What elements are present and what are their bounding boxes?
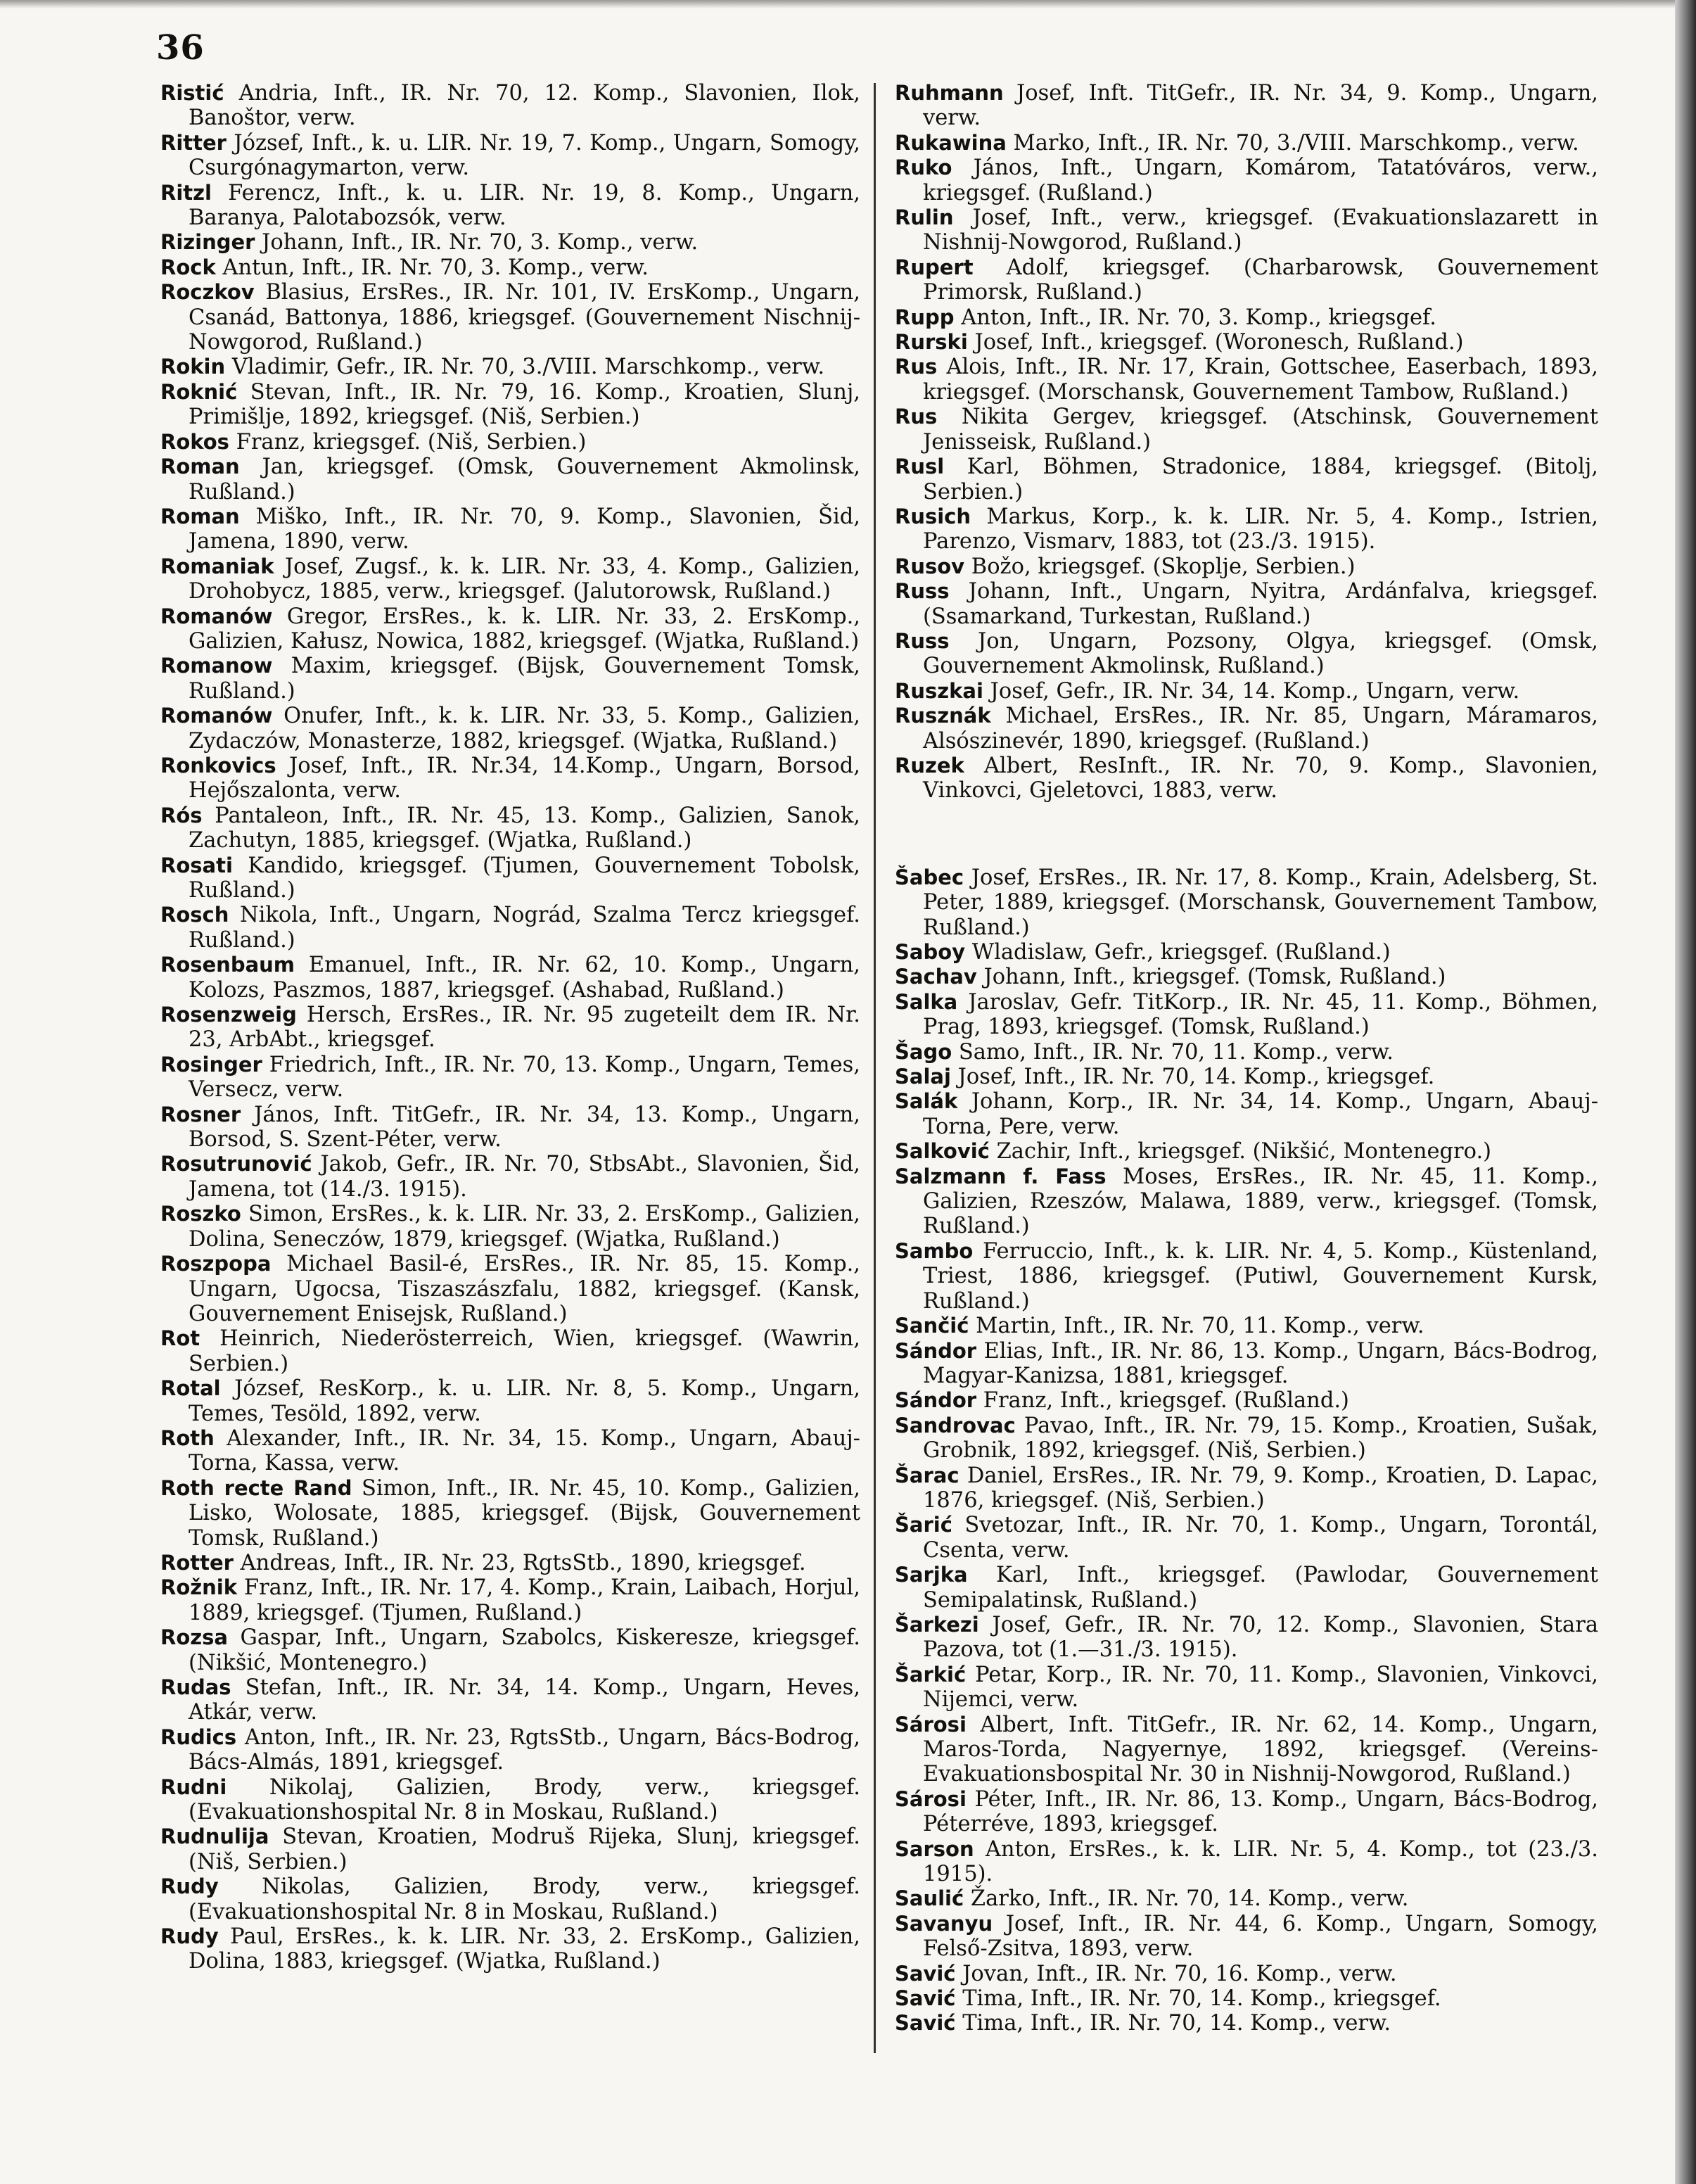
- entry-details: Ferruccio, Inft., k. k. LIR. Nr. 4, 5. Komp., Küstenland, Triest, 1886, kriegsgef. (Putiwl, Gouvernement Kursk, Rußland.): [923, 1238, 1598, 1314]
- entry-details: Andria, Inft., IR. Nr. 70, 12. Komp., Slavonien, Ilok, Banoštor, verw.: [189, 81, 860, 131]
- register-entry: [895, 1239, 1598, 1314]
- entry-details: Franz, Inft., IR. Nr. 17, 4. Komp., Krain, Laibach, Horjul, 1889, kriegsgef. (Tjumen, Rußland.): [189, 1575, 860, 1625]
- register-entry: [895, 330, 1598, 355]
- entry-details: Tima, Inft., IR. Nr. 70, 14. Komp., verw.: [962, 2011, 1391, 2036]
- entry-surname: Sárosi: [895, 1712, 967, 1737]
- entry-surname: Rock: [160, 255, 216, 279]
- entry-details: Jakob, Gefr., IR. Nr. 70, StbsAbt., Slavonien, Šid, Jamena, tot (14./3. 1915).: [189, 1152, 860, 1202]
- entry-details: Josef, Inft., IR. Nr. 44, 6. Komp., Ungarn, Somogy, Felső-Zsitva, 1893, verw.: [923, 1911, 1598, 1962]
- entry-details: Stevan, Kroatien, Modruš Rijeka, Slunj, kriegsgef. (Niš, Serbien.): [189, 1824, 860, 1874]
- register-entry: [160, 1725, 860, 1775]
- entry-surname: Šago: [895, 1039, 952, 1064]
- register-entry: [160, 230, 860, 255]
- entry-details: Onufer, Inft., k. k. LIR. Nr. 33, 5. Komp., Galizien, Zydaczów, Monasterze, 1882, kriegsgef. (Wjatka, Rußland.): [189, 704, 861, 754]
- register-entry: [895, 1314, 1598, 1338]
- register-entry: [895, 554, 1598, 579]
- entry-surname: Rosinger: [160, 1052, 262, 1077]
- entry-surname: Saboy: [895, 940, 966, 964]
- entry-details: Johann, Inft., Ungarn, Nyitra, Ardánfalva, kriegsgef. (Ssamarkand, Turkestan, Rußland.): [923, 579, 1598, 629]
- entry-details: Vladimir, Gefr., IR. Nr. 70, 3./VIII. Marschkomp., verw.: [231, 355, 825, 380]
- entry-surname: Ruszkai: [895, 678, 983, 703]
- entry-surname: Salka: [895, 989, 958, 1014]
- entry-details: Alexander, Inft., IR. Nr. 34, 15. Komp., Ungarn, Abauj-Torna, Kassa, verw.: [189, 1426, 860, 1476]
- entry-details: Albert, ResInft., IR. Nr. 70, 9. Komp., Slavonien, Vinkovci, Gjeletovci, 1883, verw.: [923, 753, 1598, 804]
- left-column: [160, 81, 860, 1974]
- entry-details: Pantaleon, Inft., IR. Nr. 45, 13. Komp., Galizien, Sanok, Zachutyn, 1885, kriegsgef. (Wjatka, Rußland.): [189, 803, 861, 853]
- entry-surname: Rosch: [160, 903, 229, 927]
- register-entry: [895, 355, 1598, 405]
- entry-details: Nikolas, Galizien, Brody, verw., kriegsgef. (Evakuationshospital Nr. 8 in Moskau, Rußland.): [189, 1874, 860, 1924]
- entry-surname: Roth recte Rand: [160, 1475, 352, 1500]
- entry-surname: Rupp: [895, 305, 955, 329]
- register-entry: [160, 953, 860, 1003]
- entry-surname: Salzmann f. Fass: [895, 1164, 1107, 1188]
- register-entry: [160, 1551, 860, 1575]
- entry-details: Adolf, kriegsgef. (Charbarowsk, Gouvernement Primorsk, Rußland.): [923, 255, 1598, 305]
- column-divider: [874, 83, 876, 2053]
- register-entry: [895, 1787, 1598, 1837]
- entry-surname: Rós: [160, 803, 203, 827]
- register-entry: [160, 1476, 860, 1551]
- entry-surname: Ristić: [160, 81, 224, 105]
- register-entry: [895, 940, 1598, 965]
- entry-details: Alois, Inft., IR. Nr. 17, Krain, Gottschee, Easerbach, 1893, kriegsgef. (Morschansk, Gouvernement Tambow, Rußland.): [923, 355, 1598, 405]
- entry-surname: Roman: [160, 455, 240, 479]
- entry-details: Petar, Korp., IR. Nr. 70, 11. Komp., Slavonien, Vinkovci, Nijemci, verw.: [923, 1662, 1598, 1713]
- register-entry: [895, 1464, 1598, 1513]
- register-entry: [895, 865, 1598, 940]
- entry-surname: Savić: [895, 1986, 956, 2011]
- register-entry: [895, 1139, 1598, 1164]
- entry-surname: Salaj: [895, 1065, 951, 1089]
- entry-surname: Rupert: [895, 255, 974, 279]
- entry-surname: Sachav: [895, 965, 977, 989]
- entry-surname: Roth: [160, 1426, 215, 1450]
- entry-surname: Sarson: [895, 1836, 974, 1861]
- entry-details: Jovan, Inft., IR. Nr. 70, 16. Komp., verw.: [962, 1961, 1397, 1986]
- register-entry: [160, 1103, 860, 1153]
- entry-surname: Rožnik: [160, 1575, 238, 1600]
- scan-shadow-top: [0, 0, 1696, 8]
- register-entry: [160, 604, 860, 654]
- page-number: 36: [156, 28, 205, 68]
- register-entry: [895, 1388, 1598, 1413]
- register-entry: [160, 1575, 860, 1625]
- entry-surname: Romanów: [160, 704, 273, 728]
- register-entry: [160, 455, 860, 504]
- entry-surname: Rurski: [895, 330, 968, 355]
- entry-details: Žarko, Inft., IR. Nr. 70, 14. Komp., verw.: [970, 1886, 1409, 1912]
- register-entry: [895, 405, 1598, 455]
- register-entry: [895, 1563, 1598, 1613]
- entry-details: Kandido, kriegsgef. (Tjumen, Gouvernement Tobolsk, Rußland.): [189, 853, 860, 903]
- entry-surname: Roszko: [160, 1202, 241, 1226]
- entry-surname: Rotter: [160, 1550, 234, 1575]
- entry-surname: Salković: [895, 1139, 990, 1164]
- register-entry: [895, 455, 1598, 504]
- register-entry: [160, 430, 860, 455]
- entry-surname: Savić: [895, 2011, 956, 2036]
- entry-details: Albert, Inft. TitGefr., IR. Nr. 62, 14. Komp., Ungarn, Maros-Torda, Nagyernye, 1892, kriegsgef. (Vereins-Evakuationsbospital Nr. 30 in Nishnij-Nowgorod, Rußland.): [923, 1712, 1598, 1787]
- entry-surname: Šarić: [895, 1513, 952, 1537]
- entry-surname: Rot: [160, 1326, 200, 1351]
- register-entry: [895, 81, 1598, 131]
- entry-surname: Rosenbaum: [160, 953, 295, 977]
- register-entry: [160, 1874, 860, 1924]
- register-entry: [160, 754, 860, 804]
- register-entry: [895, 965, 1598, 989]
- entry-surname: Rosner: [160, 1102, 241, 1126]
- entry-surname: Sambo: [895, 1238, 974, 1263]
- entry-details: Josef, Inft., IR. Nr. 70, 14. Komp., kriegsgef.: [957, 1065, 1435, 1090]
- entry-details: Wladislaw, Gefr., kriegsgef. (Rußland.): [971, 940, 1391, 965]
- entry-details: Stefan, Inft., IR. Nr. 34, 14. Komp., Ungarn, Heves, Atkár, verw.: [189, 1675, 860, 1725]
- scan-shadow-right: [1675, 0, 1696, 2184]
- register-entry: [895, 679, 1598, 704]
- entry-details: Elias, Inft., IR. Nr. 86, 13. Komp., Ungarn, Bács-Bodrog, Magyar-Kanizsa, 1881, kriegsgef.: [923, 1338, 1599, 1388]
- register-entry: [160, 554, 860, 604]
- register-entry: [160, 1924, 860, 1974]
- entry-details: Ferencz, Inft., k. u. LIR. Nr. 19, 8. Komp., Ungarn, Baranya, Palotabozsók, verw.: [189, 180, 860, 231]
- entry-surname: Romaniak: [160, 554, 274, 578]
- entry-surname: Rus: [895, 355, 938, 379]
- entry-surname: Sándor: [895, 1338, 977, 1363]
- entry-details: Péter, Inft., IR. Nr. 86, 13. Komp., Ungarn, Bács-Bodrog, Péterréve, 1893, kriegsgef.: [923, 1786, 1598, 1837]
- entry-details: Franz, Inft., kriegsgef. (Rußland.): [983, 1388, 1349, 1414]
- register-entry: [895, 305, 1598, 330]
- entry-details: Božo, kriegsgef. (Skoplje, Serbien.): [971, 554, 1356, 579]
- register-entry: [160, 1426, 860, 1476]
- register-entry: [895, 1065, 1598, 1089]
- register-entry: [160, 1775, 860, 1825]
- entry-surname: Rusich: [895, 504, 971, 528]
- register-entry: [895, 704, 1598, 754]
- entry-surname: Salák: [895, 1089, 958, 1114]
- register-entry: [160, 280, 860, 355]
- entry-surname: Rus: [895, 405, 938, 429]
- entry-details: Simon, ErsRes., k. k. LIR. Nr. 33, 2. ErsKomp., Galizien, Dolina, Seneczów, 1879, kriegsgef. (Wjatka, Rußland.): [189, 1202, 860, 1252]
- register-entry: [160, 1326, 860, 1376]
- register-entry: [895, 255, 1598, 305]
- register-entry: [895, 1713, 1598, 1787]
- register-entry: [160, 1252, 860, 1326]
- entry-details: Miško, Inft., IR. Nr. 70, 9. Komp., Slavonien, Šid, Jamena, 1890, verw.: [189, 504, 860, 554]
- entry-surname: Rozsa: [160, 1625, 228, 1650]
- entry-surname: Ruhmann: [895, 81, 1004, 105]
- register-entry: [160, 1152, 860, 1202]
- entry-surname: Šabec: [895, 865, 964, 889]
- register-entry: [160, 131, 860, 181]
- entry-details: János, Inft. TitGefr., IR. Nr. 34, 13. Komp., Ungarn, Borsod, S. Szent-Péter, verw.: [189, 1102, 861, 1153]
- entry-surname: Šarkić: [895, 1662, 967, 1687]
- register-entry: [160, 1202, 860, 1252]
- entry-details: Josef, Inft. TitGefr., IR. Nr. 34, 9. Komp., Ungarn, verw.: [923, 81, 1599, 131]
- register-entry: [895, 754, 1598, 804]
- entry-surname: Rudy: [160, 1874, 219, 1899]
- entry-details: Anton, ErsRes., k. k. LIR. Nr. 5, 4. Komp., tot (23./3. 1915).: [923, 1836, 1599, 1887]
- entry-surname: Savanyu: [895, 1911, 993, 1936]
- entry-surname: Sárosi: [895, 1786, 967, 1811]
- register-entry: [895, 155, 1598, 205]
- entry-surname: Sándor: [895, 1388, 977, 1413]
- entry-surname: Rulin: [895, 205, 954, 230]
- entry-details: Svetozar, Inft., IR. Nr. 70, 1. Komp., Ungarn, Torontál, Csenta, verw.: [923, 1513, 1598, 1563]
- entry-details: Simon, Inft., IR. Nr. 45, 10. Komp., Galizien, Lisko, Wolosate, 1885, kriegsgef. (Bijsk, Gouvernement Tomsk, Rußland.): [189, 1475, 860, 1551]
- entry-surname: Rusl: [895, 455, 945, 479]
- entry-surname: Ruko: [895, 155, 952, 180]
- entry-details: Heinrich, Niederösterreich, Wien, kriegsgef. (Wawrin, Serbien.): [189, 1326, 860, 1376]
- register-entry: [160, 804, 860, 853]
- entry-details: Daniel, ErsRes., IR. Nr. 79, 9. Komp., Kroatien, D. Lapac, 1876, kriegsgef. (Niš, Serbien.): [923, 1463, 1598, 1513]
- entry-surname: Rudy: [160, 1924, 219, 1949]
- register-entry: [160, 853, 860, 903]
- entry-surname: Romanow: [160, 654, 273, 678]
- entry-details: Johann, Inft., IR. Nr. 70, 3. Komp., verw.: [262, 230, 699, 255]
- entry-details: Maxim, kriegsgef. (Bijsk, Gouvernement Tomsk, Rußland.): [189, 654, 860, 704]
- register-entry: [895, 1040, 1598, 1065]
- register-entry: [160, 704, 860, 754]
- entry-details: Samo, Inft., IR. Nr. 70, 11. Komp., verw.: [958, 1039, 1394, 1065]
- entry-details: Nikita Gergev, kriegsgef. (Atschinsk, Gouvernement Jenisseisk, Rußland.): [923, 405, 1598, 455]
- register-entry: [160, 1376, 860, 1426]
- register-entry: [895, 1613, 1598, 1663]
- register-entry: [895, 1986, 1598, 2011]
- r-section: [895, 81, 1598, 804]
- register-entry: [895, 2011, 1598, 2036]
- register-entry: [160, 1053, 860, 1103]
- entry-details: Marko, Inft., IR. Nr. 70, 3./VIII. Marschkomp., verw.: [1013, 130, 1579, 155]
- register-entry: [895, 990, 1598, 1040]
- entry-surname: Rokos: [160, 429, 229, 454]
- s-section: [895, 865, 1598, 2036]
- entry-details: Josef, Gefr., IR. Nr. 34, 14. Komp., Ungarn, verw.: [990, 678, 1520, 704]
- entry-details: Michael, ErsRes., IR. Nr. 85, Ungarn, Máramaros, Alsószinevér, 1890, kriegsgef. (Rußland.): [923, 704, 1598, 754]
- register-entry: [895, 1886, 1598, 1911]
- entry-surname: Šarac: [895, 1463, 959, 1487]
- entry-details: Nikolaj, Galizien, Brody, verw., kriegsgef. (Evakuationshospital Nr. 8 in Moskau, Rußland.): [189, 1775, 860, 1825]
- entry-surname: Ritzl: [160, 180, 212, 205]
- register-entry: [895, 504, 1598, 554]
- entry-details: Pavao, Inft., IR. Nr. 79, 15. Komp., Kroatien, Sušak, Grobnik, 1892, kriegsgef. (Niš, Serbien.): [923, 1413, 1598, 1464]
- register-entry: [895, 131, 1598, 155]
- entry-details: Stevan, Inft., IR. Nr. 79, 16. Komp., Kroatien, Slunj, Primišlje, 1892, kriegsgef. (Niš, Serbien.): [189, 379, 860, 430]
- register-entry: [160, 1003, 860, 1053]
- entry-surname: Roman: [160, 504, 240, 528]
- register-entry: [895, 579, 1598, 629]
- entry-details: Moses, ErsRes., IR. Nr. 45, 11. Komp., Galizien, Rzeszów, Malawa, 1889, verw., kriegsgef. (Tomsk, Rußland.): [923, 1164, 1598, 1239]
- entry-details: Andreas, Inft., IR. Nr. 23, RgtsStb., 1890, kriegsgef.: [240, 1550, 806, 1575]
- entry-details: József, ResKorp., k. u. LIR. Nr. 8, 5. Komp., Ungarn, Temes, Tesöld, 1892, verw.: [189, 1376, 860, 1426]
- register-entry: [160, 255, 860, 280]
- entry-details: Emanuel, Inft., IR. Nr. 62, 10. Komp., Ungarn, Kolozs, Paszmos, 1887, kriegsgef. (Ashabad, Rußland.): [189, 953, 860, 1003]
- entry-surname: Rokin: [160, 355, 226, 379]
- entry-details: Josef, Inft., kriegsgef. (Woronesch, Rußland.): [974, 330, 1464, 355]
- entry-surname: Romanów: [160, 604, 273, 628]
- register-entry: [895, 1339, 1598, 1389]
- entry-details: Johann, Inft., kriegsgef. (Tomsk, Rußland.): [983, 965, 1446, 990]
- entry-surname: Russ: [895, 579, 950, 604]
- entry-details: Michael Basil-é, ErsRes., IR. Nr. 85, 15. Komp., Ungarn, Ugocsa, Tiszaszászfalu, 1882, kriegsgef. (Kansk, Gouvernement Enisejsk, Rußland.): [189, 1252, 861, 1326]
- entry-details: József, Inft., k. u. LIR. Nr. 19, 7. Komp., Ungarn, Somogy, Csurgónagymarton, verw.: [189, 130, 860, 181]
- entry-details: Nikola, Inft., Ungarn, Nográd, Szalma Tercz kriegsgef. Rußland.): [189, 903, 860, 953]
- entry-surname: Rudni: [160, 1775, 227, 1799]
- entry-surname: Sančić: [895, 1314, 969, 1338]
- entry-surname: Rosati: [160, 853, 233, 877]
- entry-details: Josef, Inft., IR. Nr.34, 14.Komp., Ungarn, Borsod, Hejőszalonta, verw.: [189, 753, 860, 804]
- entry-surname: Ruzek: [895, 753, 964, 777]
- entry-surname: Russ: [895, 628, 950, 653]
- entry-surname: Rotal: [160, 1376, 221, 1401]
- entry-details: Hersch, ErsRes., IR. Nr. 95 zugeteilt dem IR. Nr. 23, ArbAbt., kriegsgef.: [189, 1003, 860, 1053]
- entry-details: Paul, ErsRes., k. k. LIR. Nr. 33, 2. ErsKomp., Galizien, Dolina, 1883, kriegsgef. (Wjatka, Rußland.): [189, 1924, 860, 1974]
- entry-details: Martin, Inft., IR. Nr. 70, 11. Komp., verw.: [976, 1314, 1424, 1339]
- entry-details: Karl, Böhmen, Stradonice, 1884, kriegsgef. (Bitolj, Serbien.): [923, 455, 1598, 504]
- register-entry: [895, 1663, 1598, 1713]
- entry-details: Antun, Inft., IR. Nr. 70, 3. Komp., verw.: [222, 255, 649, 280]
- entry-details: János, Inft., Ungarn, Komárom, Tatatóváros, verw., kriegsgef. (Rußland.): [923, 155, 1598, 205]
- register-entry: [895, 1962, 1598, 1986]
- entry-surname: Rudics: [160, 1725, 237, 1749]
- entry-surname: Roszpopa: [160, 1252, 272, 1276]
- entry-details: Tima, Inft., IR. Nr. 70, 14. Komp., kriegsgef.: [962, 1986, 1441, 2012]
- entry-details: Karl, Inft., kriegsgef. (Pawlodar, Gouvernement Semipalatinsk, Rußland.): [923, 1563, 1598, 1613]
- entry-surname: Rudas: [160, 1675, 231, 1699]
- register-entry: [895, 205, 1598, 255]
- entry-details: Zachir, Inft., kriegsgef. (Nikšić, Montenegro.): [996, 1139, 1492, 1164]
- register-entry: [160, 81, 860, 131]
- entry-surname: Rudnulija: [160, 1824, 269, 1849]
- register-entry: [160, 903, 860, 953]
- entry-details: Josef, Inft., verw., kriegsgef. (Evakuationslazarett in Nishnij-Nowgorod, Rußland.): [923, 205, 1598, 255]
- entry-surname: Saulić: [895, 1886, 964, 1911]
- entry-surname: Ritter: [160, 130, 227, 155]
- section-gap: [895, 804, 1598, 865]
- entry-surname: Ronkovics: [160, 753, 276, 777]
- entry-details: Josef, Gefr., IR. Nr. 70, 12. Komp., Slavonien, Stara Pazova, tot (1.—31./3. 1915).: [923, 1612, 1599, 1663]
- entry-details: Josef, Zugsf., k. k. LIR. Nr. 33, 4. Komp., Galizien, Drohobycz, 1885, verw., kriegsgef. (Jalutorowsk, Rußland.): [189, 554, 860, 604]
- entry-surname: Rusov: [895, 554, 965, 578]
- entry-surname: Šarkezi: [895, 1612, 979, 1637]
- register-entry: [895, 629, 1598, 679]
- entry-surname: Sandrovac: [895, 1413, 1016, 1437]
- entry-surname: Savić: [895, 1961, 956, 1986]
- register-entry: [160, 1824, 860, 1874]
- entry-details: Jaroslav, Gefr. TitKorp., IR. Nr. 45, 11. Komp., Böhmen, Prag, 1893, kriegsgef. (Tomsk, Rußland.): [923, 989, 1598, 1040]
- entry-details: Gaspar, Inft., Ungarn, Szabolcs, Kiskeresze, kriegsgef. (Nikšić, Montenegro.): [189, 1625, 860, 1675]
- entry-details: Blasius, ErsRes., IR. Nr. 101, IV. ErsKomp., Ungarn, Csanád, Battonya, 1886, kriegsgef. (Gouvernement Nischnij-Nowgorod, Rußland.): [189, 280, 860, 355]
- entry-surname: Roczkov: [160, 280, 255, 305]
- register-entry: [160, 504, 860, 554]
- entry-details: Jan, kriegsgef. (Omsk, Gouvernement Akmolinsk, Rußland.): [189, 455, 860, 504]
- register-entry: [895, 1414, 1598, 1464]
- entry-details: Johann, Korp., IR. Nr. 34, 14. Komp., Ungarn, Abauj-Torna, Pere, verw.: [923, 1089, 1598, 1139]
- register-entry: [160, 654, 860, 704]
- entry-details: Gregor, ErsRes., k. k. LIR. Nr. 33, 2. ErsKomp., Galizien, Kałusz, Nowica, 1882, kriegsgef. (Wjatka, Rußland.): [189, 604, 860, 654]
- register-entry: [160, 1625, 860, 1675]
- entry-details: Friedrich, Inft., IR. Nr. 70, 13. Komp., Ungarn, Temes, Versecz, verw.: [189, 1052, 861, 1103]
- register-entry: [160, 181, 860, 231]
- register-entry: [160, 355, 860, 379]
- register-entry: [895, 1164, 1598, 1239]
- entry-details: Franz, kriegsgef. (Niš, Serbien.): [236, 429, 587, 455]
- register-entry: [895, 1513, 1598, 1563]
- register-entry: [895, 1837, 1598, 1887]
- entry-details: Anton, Inft., IR. Nr. 23, RgtsStb., Ungarn, Bács-Bodrog, Bács-Almás, 1891, kriegsgef.: [189, 1725, 860, 1775]
- entry-surname: Rosutrunović: [160, 1152, 312, 1176]
- entry-surname: Rukawina: [895, 130, 1007, 155]
- right-column: [895, 81, 1598, 2036]
- entry-surname: Rusznák: [895, 704, 991, 728]
- register-entry: [160, 380, 860, 430]
- entry-surname: Sarjka: [895, 1563, 968, 1587]
- entry-surname: Roknić: [160, 379, 238, 404]
- entry-surname: Rizinger: [160, 230, 255, 255]
- register-entry: [895, 1912, 1598, 1962]
- entry-details: Markus, Korp., k. k. LIR. Nr. 5, 4. Komp., Istrien, Parenzo, Vismarv, 1883, tot (23./3. 1915).: [923, 504, 1598, 554]
- register-entry: [160, 1675, 860, 1725]
- entry-details: Josef, ErsRes., IR. Nr. 17, 8. Komp., Krain, Adelsberg, St. Peter, 1889, kriegsgef. (Morschansk, Gouvernement Tambow, Rußland.): [923, 865, 1598, 940]
- register-entry: [895, 1089, 1598, 1139]
- entry-details: Anton, Inft., IR. Nr. 70, 3. Komp., kriegsgef.: [961, 305, 1436, 330]
- entry-surname: Rosenzweig: [160, 1003, 297, 1027]
- entry-details: Jon, Ungarn, Pozsony, Olgya, kriegsgef. (Omsk, Gouvernement Akmolinsk, Rußland.): [923, 628, 1598, 679]
